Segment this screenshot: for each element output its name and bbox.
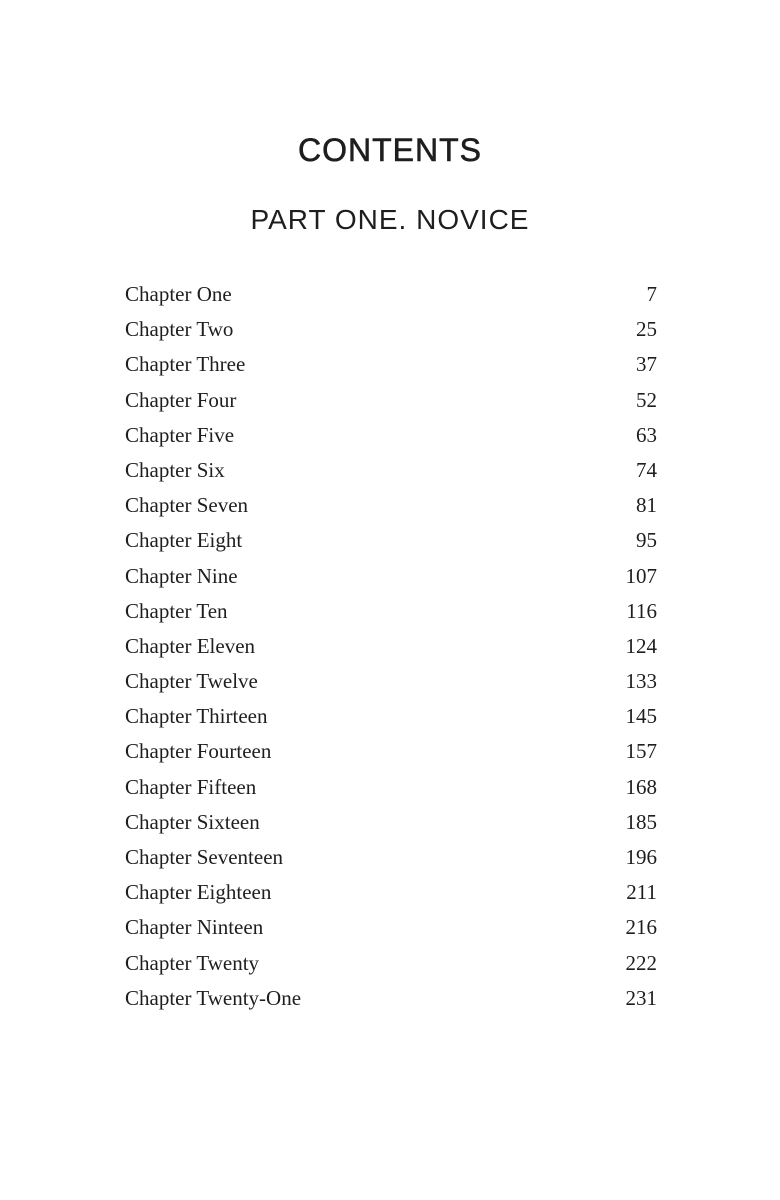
toc-entry[interactable] bbox=[125, 840, 657, 875]
page-number: 37 bbox=[636, 352, 657, 377]
page-number: 52 bbox=[636, 387, 657, 412]
toc-entry[interactable] bbox=[125, 664, 657, 699]
page-number: 107 bbox=[625, 563, 657, 588]
toc-entry[interactable] bbox=[125, 418, 657, 453]
chapter-title: Chapter Four bbox=[125, 387, 237, 412]
toc-entry[interactable] bbox=[125, 347, 657, 382]
toc-entry[interactable] bbox=[125, 453, 657, 488]
chapter-title: Chapter Twenty-One bbox=[125, 985, 302, 1010]
page-number: 116 bbox=[626, 598, 657, 623]
chapter-title: Chapter Thirteen bbox=[125, 704, 268, 729]
chapter-title: Chapter Sixteen bbox=[125, 809, 260, 834]
page-number: 196 bbox=[625, 845, 657, 869]
chapter-title: Chapter Nine bbox=[125, 563, 238, 588]
toc-entry[interactable] bbox=[125, 629, 657, 664]
chapter-title: Chapter Three bbox=[125, 352, 246, 377]
chapter-title: Chapter Eleven bbox=[125, 633, 256, 658]
toc-entry[interactable] bbox=[125, 594, 657, 629]
toc-entry[interactable] bbox=[125, 805, 657, 840]
page-number: 133 bbox=[625, 669, 657, 694]
chapter-title: Chapter Six bbox=[125, 457, 225, 482]
page-number: 211 bbox=[626, 880, 657, 905]
toc-entry[interactable] bbox=[125, 383, 657, 418]
page-number: 74 bbox=[636, 457, 657, 482]
chapter-title: Chapter Twelve bbox=[125, 669, 258, 694]
page-number: 231 bbox=[625, 985, 657, 1010]
page-number: 216 bbox=[625, 915, 657, 940]
toc-entry[interactable] bbox=[125, 523, 657, 558]
page-number: 81 bbox=[636, 493, 657, 518]
chapter-title: Chapter Fourteen bbox=[125, 739, 272, 764]
chapter-title: Chapter Twenty bbox=[125, 950, 260, 975]
toc-entry[interactable] bbox=[125, 875, 657, 910]
chapter-title: Chapter One bbox=[125, 282, 232, 306]
page-number: 63 bbox=[636, 422, 657, 447]
contents-heading: CONTENTS bbox=[298, 132, 482, 168]
page-number: 185 bbox=[625, 809, 657, 834]
chapter-title: Chapter Seventeen bbox=[125, 845, 284, 869]
toc-entry[interactable] bbox=[125, 488, 657, 523]
chapter-title: Chapter Eighteen bbox=[125, 880, 272, 905]
toc-entry[interactable] bbox=[125, 312, 657, 347]
toc-entry[interactable] bbox=[125, 981, 657, 1016]
toc-entry[interactable] bbox=[125, 770, 657, 805]
page-number: 7 bbox=[646, 282, 657, 306]
page-number: 157 bbox=[625, 739, 657, 764]
chapter-title: Chapter Seven bbox=[125, 493, 249, 518]
toc-entry[interactable] bbox=[125, 734, 657, 769]
page-number: 95 bbox=[636, 528, 657, 553]
chapter-title: Chapter Ten bbox=[125, 598, 228, 623]
page-number: 124 bbox=[625, 633, 657, 658]
chapter-title: Chapter Five bbox=[125, 422, 235, 447]
page-number: 25 bbox=[636, 317, 657, 342]
toc-entry[interactable] bbox=[125, 699, 657, 734]
page-number: 222 bbox=[625, 950, 657, 975]
chapter-title: Chapter Fifteen bbox=[125, 774, 257, 799]
part-title: PART ONE. NOVICE bbox=[250, 204, 530, 235]
chapter-title: Chapter Two bbox=[125, 317, 234, 342]
chapter-title: Chapter Eight bbox=[125, 528, 243, 553]
page-number: 145 bbox=[625, 704, 657, 729]
chapter-title: Chapter Ninteen bbox=[125, 915, 264, 940]
page-number: 168 bbox=[625, 774, 657, 799]
toc-entry[interactable] bbox=[125, 559, 657, 594]
toc-entry[interactable] bbox=[125, 946, 657, 981]
toc-entry[interactable] bbox=[125, 910, 657, 945]
toc-list bbox=[125, 277, 657, 1016]
toc-entry[interactable] bbox=[125, 277, 657, 312]
